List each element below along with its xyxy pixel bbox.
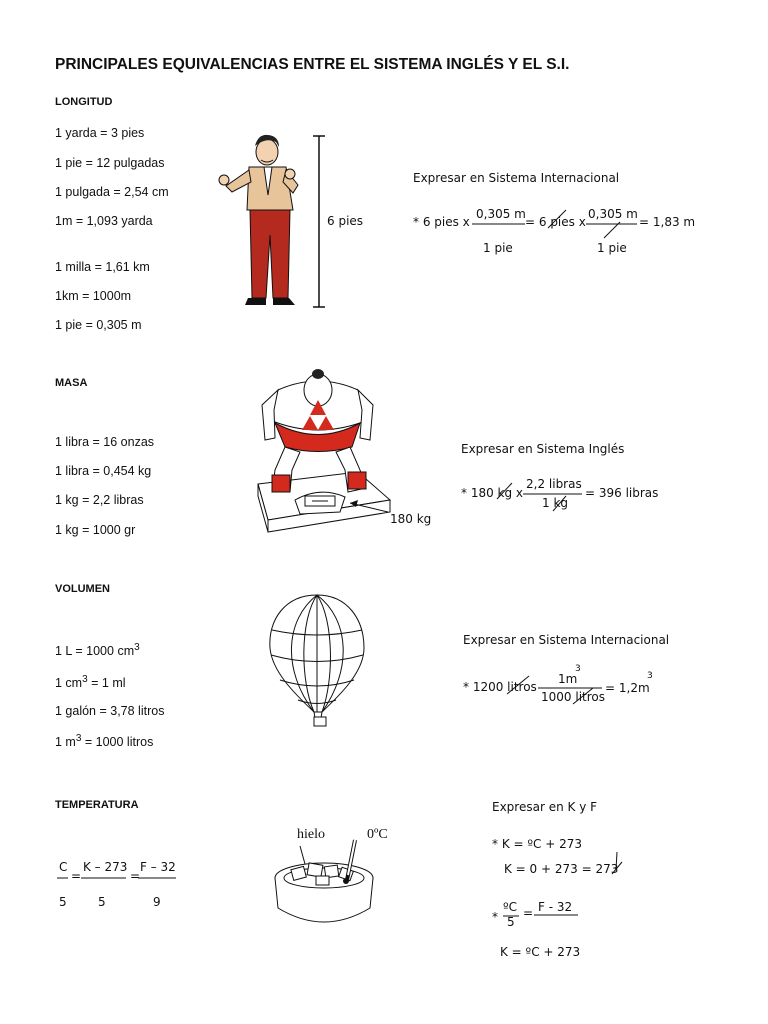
equivalence-yarda: 1 yarda = 3 pies <box>55 126 145 140</box>
cm-text: 1 cm <box>55 676 83 691</box>
longitud-frac2-numerator: 0,305 m <box>588 207 638 221</box>
thermometer-label: 0ºC <box>367 827 388 842</box>
longitud-frac1-denominator: 1 pie <box>483 241 513 255</box>
equivalence-km: 1km = 1000m <box>55 289 132 303</box>
formula-c-denominator: 5 <box>59 895 67 909</box>
m-text: 1 m <box>55 735 76 750</box>
equivalence-kg-libras: 1 kg = 2,2 libras <box>55 493 144 507</box>
section-longitud-heading: LONGITUD <box>55 96 113 108</box>
cube-exponent: 3 <box>134 642 140 653</box>
temperatura-example-star: * <box>492 910 498 924</box>
masa-example-result: = 396 libras <box>585 486 659 500</box>
volumen-example-prompt: Expresar en Sistema Internacional <box>463 633 670 647</box>
equivalence-pulgada: 1 pulgada = 2,54 cm <box>55 185 169 199</box>
volumen-example-result: = 1,2m <box>605 681 650 695</box>
temperatura-example-line1: * K = ºC + 273 <box>492 837 582 851</box>
masa-frac-denominator: 1 kg <box>542 496 569 510</box>
volumen-result-exponent: 3 <box>647 671 653 681</box>
temperatura-frac1-denominator: 5 <box>507 915 515 929</box>
ml-text: = 1 ml <box>87 676 126 691</box>
formula-equals-1: = <box>71 869 82 883</box>
section-masa-heading: MASA <box>55 377 88 389</box>
temperatura-example-prompt: Expresar en K y F <box>492 800 598 814</box>
longitud-example-middle: = 6 pies x <box>525 215 586 229</box>
volumen-frac-numerator: 1m <box>558 672 578 686</box>
masa-example-start: * 180 kg x <box>461 486 524 500</box>
temperatura-frac2-numerator: F - 32 <box>538 900 573 914</box>
litro-cm-text: 1 L = 1000 cm <box>55 644 135 659</box>
equivalence-milla: 1 milla = 1,61 km <box>55 260 150 274</box>
cube-exponent: 3 <box>75 733 82 744</box>
masa-example-prompt: Expresar en Sistema Inglés <box>461 442 625 456</box>
longitud-frac1-numerator: 0,305 m <box>476 207 526 221</box>
section-temperatura-heading: TEMPERATURA <box>55 799 139 811</box>
weight-label: 180 kg <box>390 512 432 526</box>
volumen-example-start: * 1200 litros <box>463 680 537 694</box>
equivalence-galon: 1 galón = 3,78 litros <box>55 704 165 718</box>
equivalence-pie-metro: 1 pie = 0,305 m <box>55 318 142 332</box>
longitud-example-result: = 1,83 m <box>639 215 696 229</box>
masa-frac-numerator: 2,2 libras <box>526 477 582 491</box>
ice-label: hielo <box>297 827 325 842</box>
equivalence-pie-pulgadas: 1 pie = 12 pulgadas <box>55 156 165 170</box>
page-title: PRINCIPALES EQUIVALENCIAS ENTRE EL SISTEMA INGLÉS Y EL S.I. <box>55 56 570 73</box>
equivalence-libra-kg: 1 libra = 0,454 kg <box>55 464 152 478</box>
formula-f-numerator: F – 32 <box>140 860 176 874</box>
temperatura-example-equals: = <box>523 906 534 920</box>
temperatura-frac1-numerator: ºC <box>503 900 518 914</box>
temperatura-example-line4: K = ºC + 273 <box>500 945 581 959</box>
longitud-frac2-denominator: 1 pie <box>597 241 627 255</box>
volumen-frac-exponent: 3 <box>575 664 581 674</box>
formula-c-numerator: C <box>59 860 68 874</box>
equivalence-metro: 1m = 1,093 yarda <box>55 214 153 228</box>
equivalence-kg-gr: 1 kg = 1000 gr <box>55 523 136 537</box>
longitud-example-prompt: Expresar en Sistema Internacional <box>413 171 620 185</box>
longitud-example-start: * 6 pies x <box>413 215 470 229</box>
height-label: 6 pies <box>327 214 364 228</box>
formula-equals-2: = <box>130 869 141 883</box>
equivalence-libra-onzas: 1 libra = 16 onzas <box>55 435 155 449</box>
formula-k-numerator: K – 273 <box>83 860 128 874</box>
litros-text: = 1000 litros <box>81 735 154 750</box>
cube-exponent: 3 <box>82 674 88 685</box>
temperatura-example-line2: K = 0 + 273 = 273 <box>504 862 619 876</box>
section-volumen-heading: VOLUMEN <box>55 583 110 595</box>
volumen-frac-denominator: 1000 litros <box>541 690 605 704</box>
formula-k-denominator: 5 <box>98 895 106 909</box>
formula-f-denominator: 9 <box>153 895 161 909</box>
